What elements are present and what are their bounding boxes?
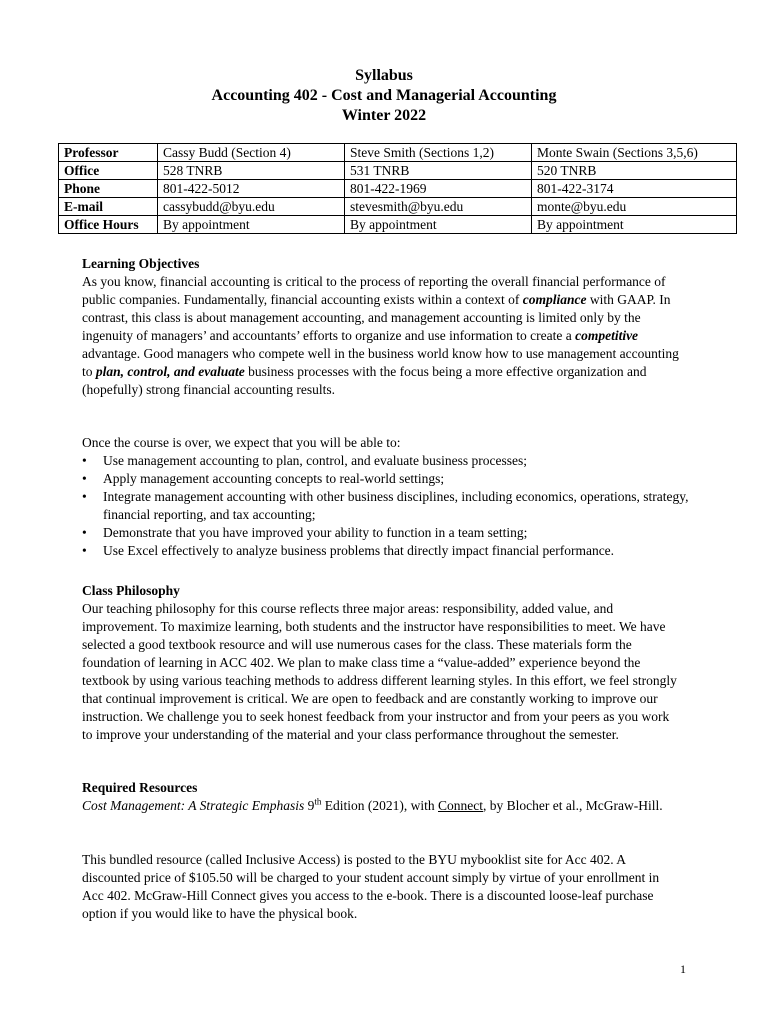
row-label: Office xyxy=(59,162,158,180)
row-label: E-mail xyxy=(59,198,158,216)
table-cell: By appointment xyxy=(532,216,737,234)
email-cell: cassybudd@byu.edu xyxy=(158,198,345,216)
text-run: 9 xyxy=(304,798,315,813)
table-row xyxy=(59,198,737,216)
required-resources-heading: Required Resources xyxy=(82,780,198,795)
outcomes-section xyxy=(82,434,682,452)
list-item: • Apply management accounting concepts to real-world settings; xyxy=(82,470,702,488)
learning-objectives-heading: Learning Objectives xyxy=(82,256,200,271)
row-label: Professor xyxy=(59,144,158,162)
document-title-block xyxy=(0,66,768,126)
row-label: Phone xyxy=(59,180,158,198)
list-item: • Demonstrate that you have improved your ability to function in a team setting; xyxy=(82,524,702,542)
book-title: Cost Management: A Strategic Emphasis xyxy=(82,798,305,813)
text-run: with GAAP. In contrast, this class is about management accounting, and management accounting is limited only by the ingenuity of managers’ and accountants’ efforts to organize and use information to create a xyxy=(82,292,671,343)
textbook-citation xyxy=(82,797,682,815)
inclusive-access-paragraph: This bundled resource (called Inclusive Access) is posted to the BYU mybooklist site for Acc 402. A discounted price of $105.50 will be charged to your student account simply by virtue of your enrollment in Acc 402. McGraw-Hill Connect gives you access to the e-book. There is a discounted loose-leaf purchase option if you would like to have the physical book. xyxy=(82,852,660,921)
list-item: • Integrate management accounting with other business disciplines, including economics, operations, strategy, financial reporting, and tax accounting; xyxy=(82,488,702,524)
text-run: Edition (2021), with xyxy=(321,798,439,813)
table-cell: 801-422-1969 xyxy=(345,180,532,198)
table-row xyxy=(59,216,737,234)
required-resources-section xyxy=(82,779,682,815)
email-cell: monte@byu.edu xyxy=(532,198,737,216)
class-philosophy-heading: Class Philosophy xyxy=(82,583,180,598)
email-cell: stevesmith@byu.edu xyxy=(345,198,532,216)
table-row xyxy=(59,144,737,162)
table-cell: By appointment xyxy=(345,216,532,234)
emphasis-plan-control-evaluate: plan, control, and evaluate xyxy=(95,364,245,379)
learning-objectives-paragraph xyxy=(82,273,682,399)
superscript: th xyxy=(314,796,322,807)
outcomes-list xyxy=(82,452,702,560)
text-run: , by Blocher et al., McGraw-Hill. xyxy=(483,798,663,813)
table-cell: By appointment xyxy=(158,216,345,234)
table-cell: 531 TNRB xyxy=(345,162,532,180)
text-run: advantage. Good managers who compete well in the business world know how to use management accounting to xyxy=(82,346,679,379)
table-cell: 801-422-3174 xyxy=(532,180,737,198)
table-row xyxy=(59,162,737,180)
learning-objectives-section xyxy=(82,255,682,399)
title-term: Winter 2022 xyxy=(341,107,427,124)
title-syllabus: Syllabus xyxy=(355,67,413,84)
table-cell: 520 TNRB xyxy=(532,162,737,180)
list-item: • Use management accounting to plan, control, and evaluate business processes; xyxy=(82,452,702,470)
table-row xyxy=(59,180,737,198)
table-cell: 528 TNRB xyxy=(158,162,345,180)
table-cell: Cassy Budd (Section 4) xyxy=(158,144,345,162)
instructor-table xyxy=(58,143,737,234)
inclusive-access-section xyxy=(82,851,682,923)
outcomes-intro: Once the course is over, we expect that you will be able to: xyxy=(82,435,401,450)
table-cell: Monte Swain (Sections 3,5,6) xyxy=(532,144,737,162)
class-philosophy-section xyxy=(82,582,682,744)
text-run: As you know, financial accounting is critical to the process of reporting the overall financial performance of public companies. Fundamentally, financial accounting exists within a context of xyxy=(82,274,666,307)
table-cell: 801-422-5012 xyxy=(158,180,345,198)
page-number: 1 xyxy=(680,962,686,976)
outcomes-list-wrap xyxy=(82,452,702,560)
connect-text: Connect xyxy=(438,798,484,813)
emphasis-compliance: compliance xyxy=(522,292,587,307)
list-item: • Use Excel effectively to analyze business problems that directly impact financial performance. xyxy=(82,542,702,560)
class-philosophy-paragraph: Our teaching philosophy for this course reflects three major areas: responsibility, added value, and improvement. To maximize learning, both students and the instructor have responsibilities to meet. We have selected a good textbook resource and will use numerous cases for the class. These materials form the foundation of learning in ACC 402. We plan to make class time a “value-added” experience beyond the textbook by using various teaching methods to address different learning styles. In this effort, we feel strongly that continual improvement is critical. We are open to feedback and are constantly working to improve our instruction. We challenge you to seek honest feedback from your instructor and from your peers as you work to improve your understanding of the material and your class performance throughout the semester. xyxy=(82,601,677,742)
emphasis-competitive: competitive xyxy=(575,328,639,343)
table-cell: Steve Smith (Sections 1,2) xyxy=(345,144,532,162)
title-course: Accounting 402 - Cost and Managerial Accounting xyxy=(211,87,557,104)
text-run: business processes with the focus being a more effective organization and (hopefully) strong financial accounting results. xyxy=(82,364,647,397)
row-label: Office Hours xyxy=(59,216,158,234)
